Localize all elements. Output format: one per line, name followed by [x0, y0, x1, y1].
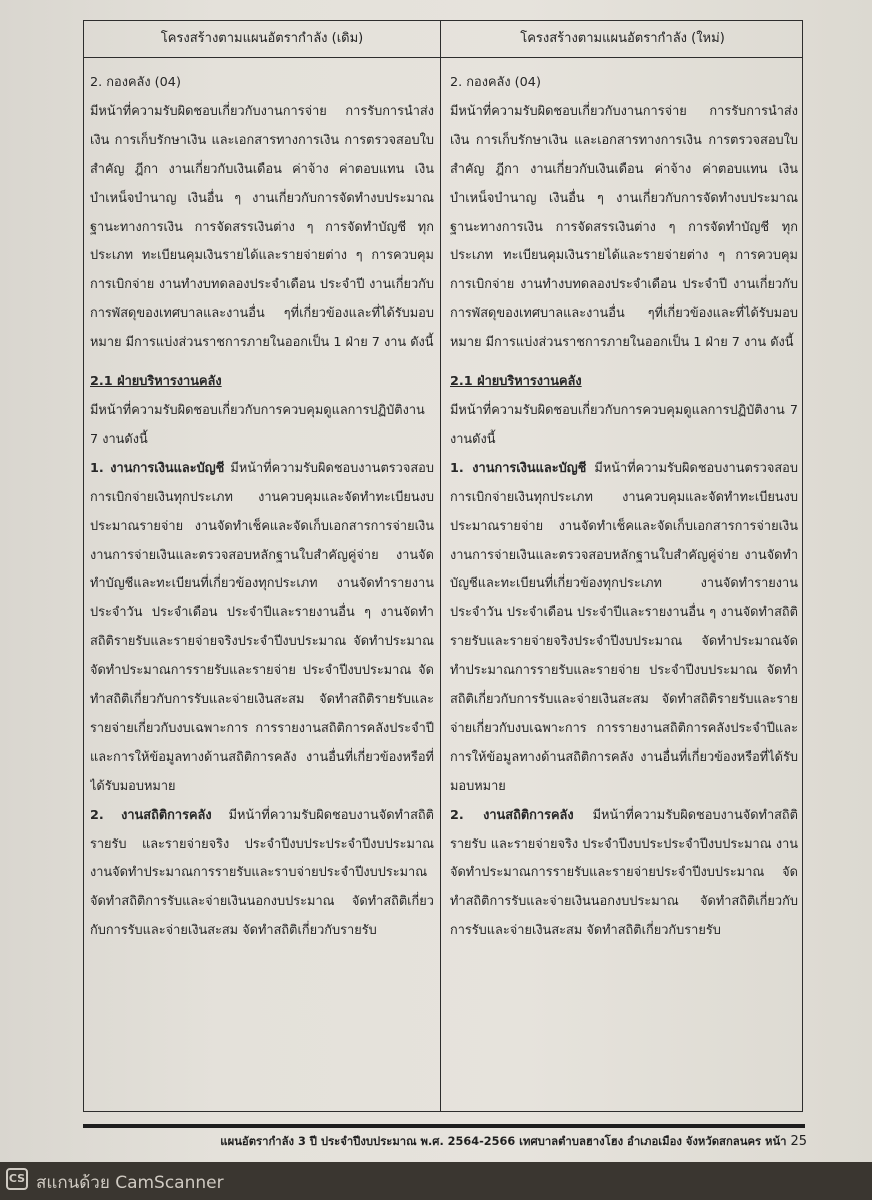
item-text: มีหน้าที่ความรับผิดชอบงานตรวจสอบการเบิกจ่ายเงินทุกประเภท งานควบคุมและจัดทำทะเบียนงบประมาณรายจ่าย งานจัดทำเช็คและจัดเก็บเอกสารการจ่ายเงิน งานการจ่ายเงินและตรวจสอบหลักฐานใบสำคัญคู่จ่าย งานจัดทำบัญชีและทะเบียนที่เกี่ยวข้องทุกประเภท งานจัดทำรายงานประจำวัน ประจำเดือน ประจำปีและรายงานอื่น ๆ งานจัดทำสถิติรายรับและรายจ่ายจริงประจำปีงบประมาณ จัดทำประมาณจัดทำประมาณการรายรับและรายจ่าย ประจำปีงบประมาณ จัดทำสถิติเกี่ยวกับการรับและจ่ายเงินสะสม จัดทำสถิติรายรับและรายจ่ายเกี่ยวกับงบเฉพาะการ การรายงานสถิติการคลังประจำปีและการให้ข้อมูลทางด้านสถิติการคลัง งานอื่นที่เกี่ยวข้องหรือที่ได้รับมอบหมาย: [450, 460, 798, 794]
page-footer: [83, 1132, 807, 1150]
subsection-intro: มีหน้าที่ความรับผิดชอบเกี่ยวกับการควบคุมดูแลการปฏิบัติงาน 7 งานดังนี้: [450, 402, 798, 447]
section-title: 2. กองคลัง (04): [90, 75, 181, 90]
footer-rule: [83, 1124, 805, 1128]
item-title: 2. งานสถิติการคลัง: [90, 807, 212, 823]
subsection-title: 2.1 ฝ่ายบริหารงานคลัง: [90, 374, 222, 390]
item-title: 1. งานการเงินและบัญชี: [450, 460, 587, 476]
scanner-watermark-text: สแกนด้วย CamScanner: [36, 1173, 224, 1193]
item-title: 2. งานสถิติการคลัง: [450, 807, 574, 823]
section-title: 2. กองคลัง (04): [450, 75, 541, 90]
item-title: 1. งานการเงินและบัญชี: [90, 460, 225, 476]
new-structure-column: [450, 65, 798, 1105]
item-text: มีหน้าที่ความรับผิดชอบงานตรวจสอบการเบิกจ่ายเงินทุกประเภท งานควบคุมและจัดทำทะเบียนงบประมาณรายจ่าย งานจัดทำเช็คและจัดเก็บเอกสารการจ่ายเงิน งานการจ่ายเงินและตรวจสอบหลักฐานใบสำคัญคู่จ่าย งานจัดทำบัญชีและทะเบียนที่เกี่ยวข้องทุกประเภท งานจัดทำรายงานประจำวัน ประจำเดือน ประจำปีและรายงานอื่น ๆ งานจัดทำสถิติรายรับและรายจ่ายจริงประจำปีงบประมาณ จัดทำประมาณจัดทำประมาณการรายรับและรายจ่าย ประจำปีงบประมาณ จัดทำสถิติเกี่ยวกับการรับและจ่ายเงินสะสม จัดทำสถิติรายรับและรายจ่ายเกี่ยวกับงบเฉพาะการ การรายงานสถิติการคลังประจำปีและการให้ข้อมูลทางด้านสถิติการคลัง งานอื่นที่เกี่ยวข้องหรือที่ได้รับมอบหมาย: [90, 460, 434, 794]
old-structure-column: [90, 65, 434, 1105]
comparison-table: [83, 20, 803, 1112]
section-intro: มีหน้าที่ความรับผิดชอบเกี่ยวกับงานการจ่าย การรับการนำส่งเงิน การเก็บรักษาเงิน และเอกสารทางการเงิน การตรวจสอบใบสำคัญ ฎีกา งานเกี่ยวกับเงินเดือน ค่าจ้าง ค่าตอบแทน เงินบำเหน็จบำนาญ เงินอื่น ๆ งานเกี่ยวกับการจัดทำงบประมาณฐานะทางการเงิน การจัดสรรเงินต่าง ๆ การจัดทำบัญชี ทุกประเภท ทะเบียนคุมเงินรายได้และรายจ่ายต่าง ๆ การควบคุมการเบิกจ่าย งานทำงบทดลองประจำเดือน ประจำปี งานเกี่ยวกับการพัสดุของเทศบาลและงานอื่น ๆที่เกี่ยวข้องและที่ได้รับมอบหมาย มีการแบ่งส่วนราชการภายในออกเป็น 1 ฝ่าย 7 งาน ดังนี้: [450, 103, 798, 351]
camscanner-logo-icon: CS: [6, 1168, 28, 1190]
header-divider: [84, 57, 802, 58]
item-fiscal-statistics: [450, 802, 798, 947]
header-old-structure: โครงสร้างตามแผนอัตรากำลัง (เดิม): [160, 31, 364, 46]
item-finance-accounting: [90, 455, 434, 802]
header-new-structure: โครงสร้างตามแผนอัตรากำลัง (ใหม่): [520, 31, 725, 46]
item-fiscal-statistics: [90, 802, 434, 947]
footer-text: แผนอัตรากำลัง 3 ปี ประจำปีงบประมาณ พ.ศ. 2564-2566 เทศบาลตำบลฮางโฮง อำเภอเมือง จังหวัดสกลนคร หน้า: [220, 1135, 787, 1148]
section-intro: มีหน้าที่ความรับผิดชอบเกี่ยวกับงานการจ่าย การรับการนำส่งเงิน การเก็บรักษาเงิน และเอกสารทางการเงิน การตรวจสอบใบสำคัญ ฎีกา งานเกี่ยวกับเงินเดือน ค่าจ้าง ค่าตอบแทน เงินบำเหน็จบำนาญ เงินอื่น ๆ งานเกี่ยวกับการจัดทำงบประมาณฐานะทางการเงิน การจัดสรรเงินต่าง ๆ การจัดทำบัญชี ทุกประเภท ทะเบียนคุมเงินรายได้และรายจ่ายต่าง ๆ การควบคุมการเบิกจ่าย งานทำงบทดลองประจำเดือน ประจำปี งานเกี่ยวกับการพัสดุของเทศบาลและงานอื่น ๆที่เกี่ยวข้องและที่ได้รับมอบหมาย มีการแบ่งส่วนราชการภายในออกเป็น 1 ฝ่าย 7 งาน ดังนี้: [90, 103, 434, 351]
subsection-intro: มีหน้าที่ความรับผิดชอบเกี่ยวกับการควบคุมดูแลการปฏิบัติงาน 7 งานดังนี้: [90, 402, 425, 447]
item-finance-accounting: [450, 455, 798, 802]
item-text: มีหน้าที่ความรับผิดชอบงานจัดทำสถิติรายรับ และรายจ่ายจริง ประจำปีงบประประจำปีงบประมาณ งานจัดทำประมาณการรายรับและรายจ่ายประจำปีงบประมาณ จัดทำสถิติการรับและจ่ายเงินนอกงบประมาณ จัดทำสถิติเกี่ยวกับการรับและจ่ายเงินสะสม จัดทำสถิติเกี่ยวกับรายรับ: [450, 807, 798, 939]
scanner-watermark-bar: [0, 1162, 872, 1200]
column-divider: [440, 21, 441, 1111]
page-number: 25: [790, 1134, 807, 1149]
subsection-title: 2.1 ฝ่ายบริหารงานคลัง: [450, 374, 582, 390]
item-text: มีหน้าที่ความรับผิดชอบงานจัดทำสถิติรายรับ และรายจ่ายจริง ประจำปีงบประประจำปีงบประมาณ งานจัดทำประมาณการรายรับและราบจ่ายประจำปีงบประมาณ จัดทำสถิติการรับและจ่ายเงินนอกงบประมาณ จัดทำสถิติเกี่ยวกับการรับและจ่ายเงินสะสม จัดทำสถิติเกี่ยวกับรายรับ: [90, 807, 434, 939]
